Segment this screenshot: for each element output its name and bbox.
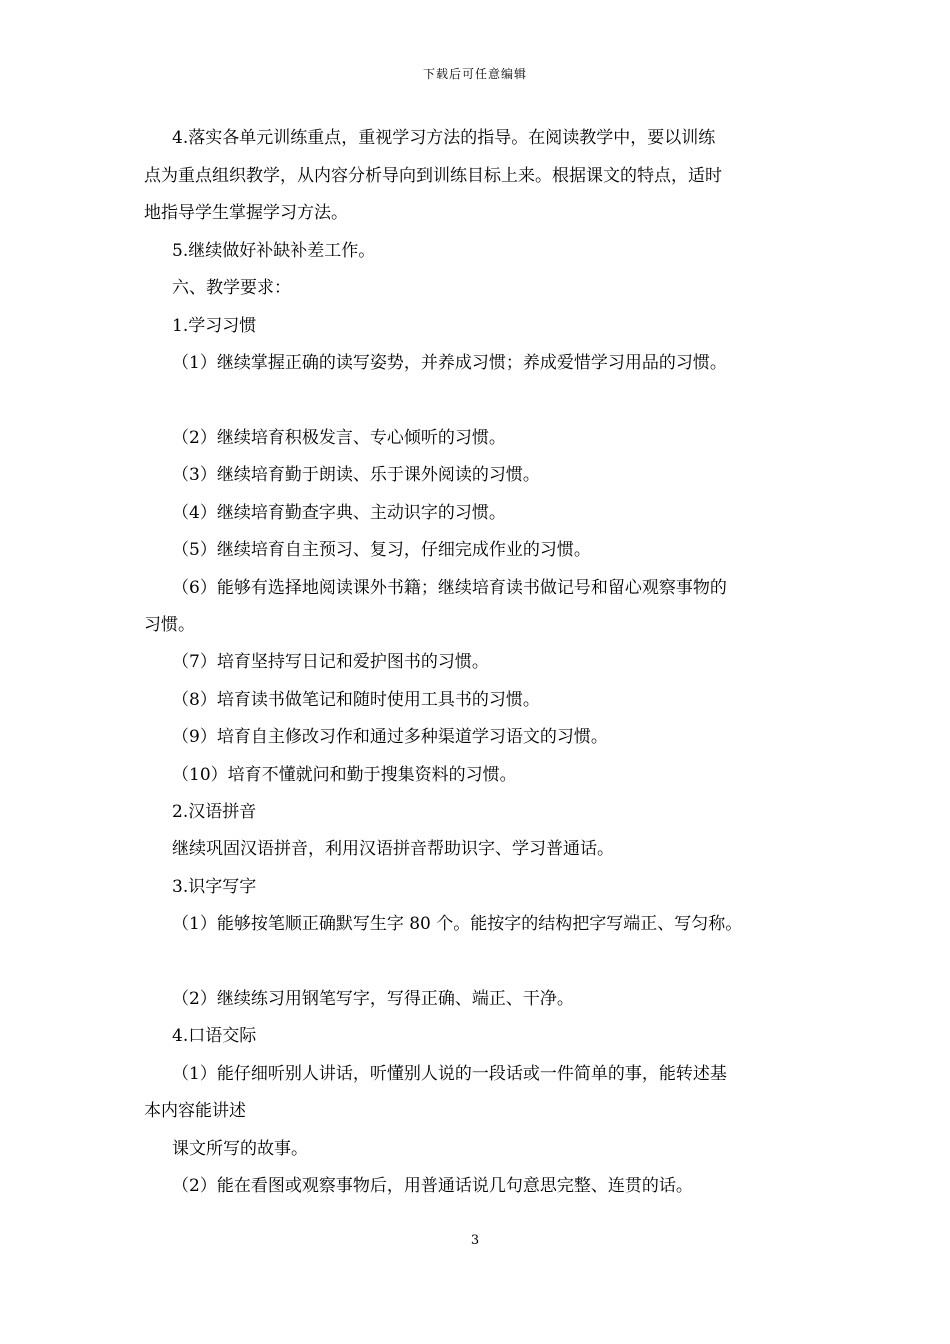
list-item: （3）继续培育勤于朗读、乐于课外阅读的习惯。 (172, 465, 540, 485)
page-header: 下载后可任意编辑 (422, 67, 527, 81)
section-heading: 六、教学要求： (172, 278, 291, 298)
subsection-heading: 2.汉语拼音 (172, 802, 257, 822)
list-item: （6）能够有选择地阅读课外书籍；继续培育读书做记号和留心观察事物的 (172, 578, 727, 598)
list-item: （1）能仔细听别人讲话，听懂别人说的一段话或一件简单的事，能转述基 (172, 1064, 727, 1084)
paragraph-line: 5.继续做好补缺补差工作。 (172, 241, 376, 261)
paragraph-line: 地指导学生掌握学习方法。 (144, 203, 348, 223)
subsection-heading: 4.口语交际 (172, 1026, 257, 1046)
subsection-heading: 3.识字写字 (172, 877, 257, 897)
list-item: （4）继续培育勤查字典、主动识字的习惯。 (172, 503, 506, 523)
list-item: （1）继续掌握正确的读写姿势，并养成习惯；养成爱惜学习用品的习惯。 (172, 353, 727, 373)
paragraph-line: 继续巩固汉语拼音，利用汉语拼音帮助识字、学习普通话。 (172, 839, 614, 859)
paragraph-line: 4.落实各单元训练重点，重视学习方法的指导。在阅读教学中，要以训练 (172, 128, 716, 148)
list-item: （5）继续培育自主预习、复习，仔细完成作业的习惯。 (172, 540, 591, 560)
list-item: （9）培育自主修改习作和通过多种渠道学习语文的习惯。 (172, 727, 608, 747)
list-item: （1）能够按笔顺正确默写生字 80 个。能按字的结构把字写端正、写匀称。 (172, 914, 743, 934)
paragraph-line: 点为重点组织教学，从内容分析导向到训练目标上来。根据课文的特点，适时 (144, 166, 722, 186)
subsection-heading: 1.学习习惯 (172, 316, 257, 336)
paragraph-line: 课文所写的故事。 (172, 1139, 308, 1159)
list-item: （2）继续培育积极发言、专心倾听的习惯。 (172, 428, 506, 448)
list-item: （2）能在看图或观察事物后，用普通话说几句意思完整、连贯的话。 (172, 1176, 693, 1196)
list-item: 习惯。 (144, 615, 195, 635)
list-item: 本内容能讲述 (144, 1101, 246, 1121)
list-item: （8）培育读书做笔记和随时使用工具书的习惯。 (172, 690, 540, 710)
list-item: （2）继续练习用钢笔写字，写得正确、端正、干净。 (172, 989, 574, 1009)
page-number: 3 (470, 1233, 480, 1248)
list-item: （10）培育不懂就问和勤于搜集资料的习惯。 (172, 765, 517, 785)
list-item: （7）培育坚持写日记和爱护图书的习惯。 (172, 652, 489, 672)
